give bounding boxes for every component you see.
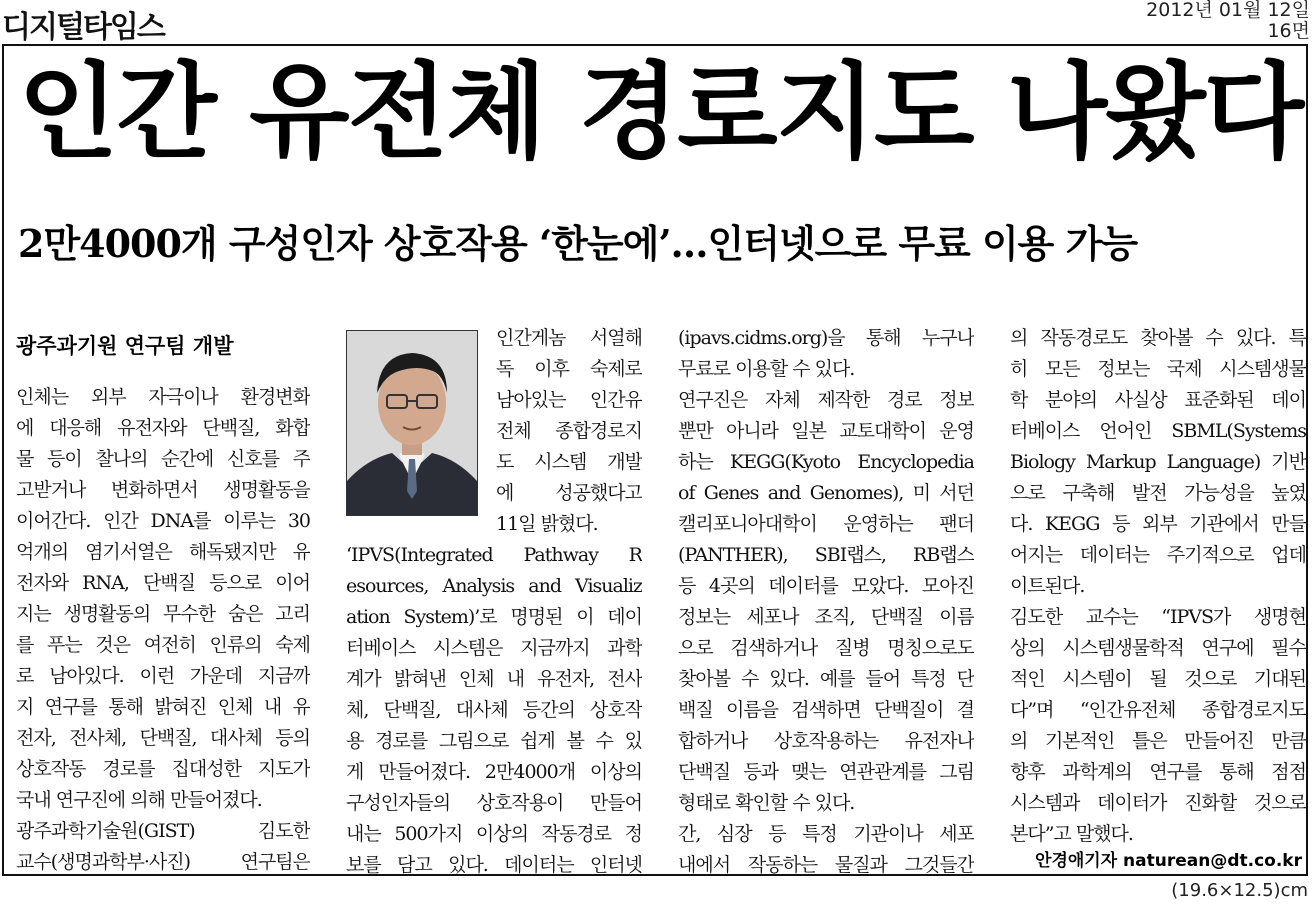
text-line: 의 기본적인 틀은 만들어진 만큼 — [1010, 730, 1306, 752]
text-line: 백질 이름을 검색하면 단백질이 결 — [678, 699, 974, 721]
text-line: of Genes and Genomes), 미 서던 — [678, 482, 974, 504]
text-line: 으로 검색하거나 질병 명칭으로도 — [678, 637, 974, 659]
person-portrait-image — [347, 331, 477, 515]
text-line: 으로 구축해 발전 가능성을 높였 — [1010, 482, 1306, 504]
article-subheadline: 2만4000개 구성인자 상호작용 ‘한눈에’…인터넷으로 무료 이용 가능 — [18, 221, 1138, 266]
text-line: 의 작동경로도 찾아볼 수 있다. 특 — [1010, 327, 1306, 349]
text-line: 체, 단백질, 대사체 등간의 상호작 — [346, 699, 642, 721]
text-line: 교수(생명과학부·사진) 연구팀은 — [16, 851, 310, 873]
text-line: 도 시스템 개발 — [496, 451, 642, 473]
text-line: 정보는 세포나 조직, 단백질 이름 — [678, 606, 974, 628]
publication-meta — [1146, 0, 1310, 42]
text-line: 독 이후 숙제로 — [496, 358, 642, 380]
text-line: 억개의 염기서열은 해독됐지만 유 — [16, 541, 310, 563]
article-column-4 — [1010, 323, 1306, 850]
text-line: 에 대응해 유전자와 단백질, 화합 — [16, 417, 310, 439]
text-line: 지 연구를 통해 밝혀진 인체 내 유 — [16, 696, 310, 718]
text-line: 전자, 전사체, 단백질, 대사체 등의 — [16, 727, 310, 749]
text-line: 적인 시스템이 될 것으로 기대된 — [1010, 668, 1306, 690]
article-column-2-top — [496, 323, 642, 540]
publication-date: 2012년 01월 12일 — [1146, 0, 1310, 21]
text-line: 구성인자들의 상호작용이 만들어 — [346, 792, 642, 814]
text-line: 보를 담고 있다. 데이터는 인터넷 — [346, 854, 642, 876]
text-line: 다. KEGG 등 외부 기관에서 만들 — [1010, 513, 1306, 535]
text-line: (PANTHER), SBI랩스, RB랩스 — [678, 544, 974, 566]
article-column-1 — [16, 382, 310, 878]
clipping-size-note: (19.6×12.5)cm — [1171, 880, 1308, 901]
text-line: 간, 심장 등 특정 기관이나 세포 — [678, 823, 974, 845]
text-line: 등 4곳의 데이터를 모았다. 모아진 — [678, 575, 974, 597]
text-line: 학 분야의 사실상 표준화된 데이 — [1010, 389, 1306, 411]
text-line: 고받거나 변화하면서 생명활동을 — [16, 479, 310, 501]
text-line: 시스템과 데이터가 진화할 것으로 — [1010, 792, 1306, 814]
article-column-2-bottom — [346, 540, 642, 881]
text-line: 터베이스 언어인 SBML(Systems — [1010, 420, 1306, 442]
text-line: 전자와 RNA, 단백질 등으로 이어 — [16, 572, 310, 594]
text-line: ‘IPVS(Integrated Pathway R — [346, 544, 642, 566]
text-line: 하는 KEGG(Kyoto Encyclopedia — [678, 451, 974, 473]
text-line: 인간게놈 서열해 — [496, 327, 642, 349]
text-line: 캘리포니아대학이 운영하는 팬더 — [678, 513, 974, 535]
text-line: 용 경로를 그림으로 쉽게 볼 수 있 — [346, 730, 642, 752]
text-line: 연구진은 자체 제작한 경로 정보 — [678, 389, 974, 411]
text-line: 를 푸는 것은 여전히 인류의 숙제 — [16, 634, 310, 656]
text-line: 전체 종합경로지 — [496, 420, 642, 442]
text-line: 내에서 작동하는 물질과 그것들간 — [678, 854, 974, 876]
text-line: 11일 밝혔다. — [496, 513, 598, 535]
article-headline: 인간 유전체 경로지도 나왔다 — [18, 51, 1303, 173]
text-line: 형태로 확인할 수 있다. — [678, 792, 855, 814]
text-line: 로 남아있다. 이런 가운데 지금까 — [16, 665, 310, 687]
text-line: 국내 연구진에 의해 만들어졌다. — [16, 789, 262, 811]
text-line: 이어간다. 인간 DNA를 이루는 30 — [16, 510, 310, 532]
text-line: (ipavs.cidms.org)을 통해 누구나 — [678, 327, 974, 349]
text-line: 향후 과학계의 연구를 통해 점점 — [1010, 761, 1306, 783]
article-column-3 — [678, 323, 974, 881]
author-byline: 안경애기자 naturean@dt.co.kr — [1035, 851, 1302, 871]
text-line: 지는 생명활동의 무수한 숨은 고리 — [16, 603, 310, 625]
page-number: 16면 — [1267, 20, 1310, 42]
text-line: 어지는 데이터는 주기적으로 업데 — [1010, 544, 1306, 566]
text-line: 상호작동 경로를 집대성한 지도가 — [16, 758, 310, 780]
text-line: esources, Analysis and Visualiz — [346, 575, 642, 597]
text-line: 이트된다. — [1010, 575, 1085, 597]
author-photo — [346, 330, 478, 516]
text-line: 인체는 외부 자극이나 환경변화 — [16, 386, 310, 408]
text-line: 게 만들어졌다. 2만4000개 이상의 — [346, 761, 642, 783]
text-line: 본다”고 말했다. — [1010, 823, 1133, 845]
newspaper-masthead: 디지털타임스 — [2, 10, 164, 45]
text-line: Biology Markup Language) 기반 — [1010, 451, 1306, 473]
text-line: 다”며 “인간유전체 종합경로지도 — [1010, 699, 1306, 721]
text-line: 에 성공했다고 — [496, 482, 642, 504]
text-line: 광주과학기술원(GIST) 김도한 — [16, 820, 310, 842]
text-line: 물 등이 찰나의 순간에 신호를 주 — [16, 448, 310, 470]
text-line: ation System)’로 명명된 이 데이 — [346, 606, 642, 628]
text-line: 상의 시스템생물학적 연구에 필수 — [1010, 637, 1306, 659]
text-line: 뿐만 아니라 일본 교토대학이 운영 — [678, 420, 974, 442]
text-line: 합하거나 상호작용하는 유전자나 — [678, 730, 974, 752]
text-line: 무료로 이용할 수 있다. — [678, 358, 855, 380]
text-line: 찾아볼 수 있다. 예를 들어 특정 단 — [678, 668, 974, 690]
section-heading: 광주과기원 연구팀 개발 — [16, 334, 234, 358]
text-line: 김도한 교수는 “IPVS가 생명현 — [1010, 606, 1306, 628]
text-line: 히 모든 정보는 국제 시스템생물 — [1010, 358, 1306, 380]
text-line: 계가 밝혀낸 인체 내 유전자, 전사 — [346, 668, 642, 690]
text-line: 터베이스 시스템은 지금까지 과학 — [346, 637, 642, 659]
text-line: 내는 500가지 이상의 작동경로 정 — [346, 823, 642, 845]
text-line: 단백질 등과 맺는 연관관계를 그림 — [678, 761, 974, 783]
text-line: 남아있는 인간유 — [496, 389, 642, 411]
